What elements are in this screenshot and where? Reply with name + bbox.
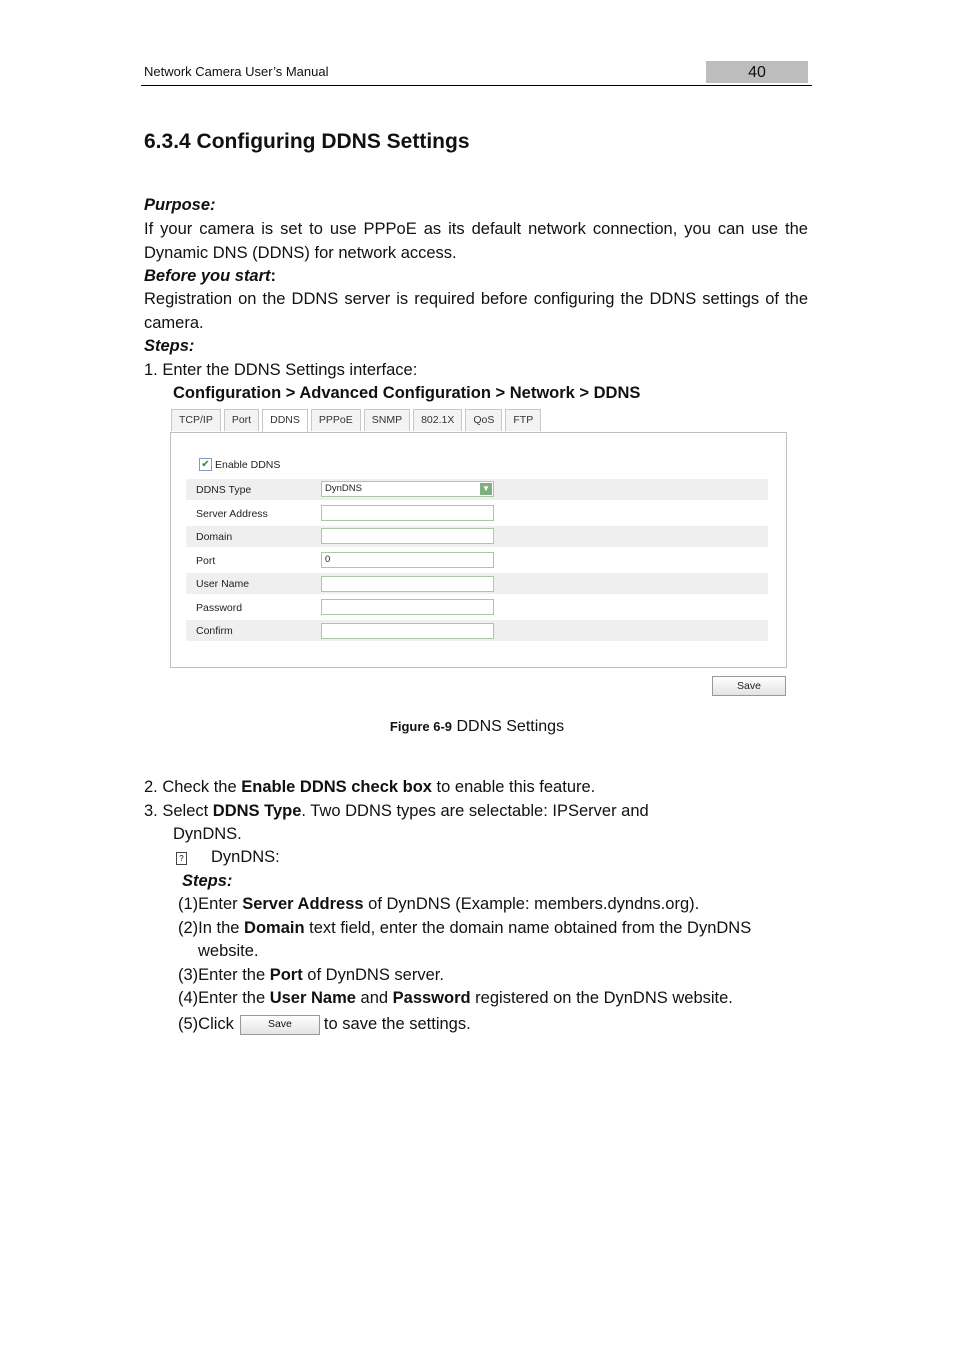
figure-number: Figure 6-9 [389, 719, 453, 734]
sub-step-5-pre: Click [198, 1015, 234, 1033]
server-address-input[interactable] [321, 505, 494, 521]
step-3 [144, 800, 808, 824]
section-title: 6.3.4 Configuring DDNS Settings [144, 130, 470, 153]
sub-step-1-post: of DynDNS (Example: members.dyndns.org). [363, 895, 700, 913]
ddns-type-select[interactable] [321, 481, 494, 497]
sub-step-4 [178, 987, 808, 1011]
tab-ddns[interactable]: DDNS [262, 409, 308, 433]
user-name-input[interactable] [321, 576, 494, 592]
sub-steps-label: Steps: [182, 872, 233, 890]
sub-step-2-pre: In the [198, 919, 245, 937]
tab-pppoe[interactable]: PPPoE [311, 409, 361, 431]
step-3-pre: 3. Select [144, 802, 213, 820]
step-1: 1. Enter the DDNS Settings interface: [144, 361, 418, 379]
sub-step-2-cont: website. [198, 942, 259, 960]
sub-step-3 [178, 964, 808, 988]
enable-ddns-checkbox[interactable]: ✔ [199, 458, 212, 471]
tab-bar [171, 409, 544, 432]
password-input[interactable] [321, 599, 494, 615]
figure-caption [0, 718, 954, 736]
domain-label: Domain [196, 531, 233, 543]
password-label: Password [196, 602, 243, 614]
sub-step-1 [178, 893, 808, 917]
sub-step-1-num: (1) [178, 895, 199, 913]
purpose-text: If your camera is set to use PPPoE as its default network connection, you can use the Dynamic DNS (DDNS) for network access. [144, 220, 808, 262]
bullet-icon: ? [176, 852, 187, 865]
step-2-post: to enable this feature. [431, 778, 596, 796]
page-number: 40 [706, 61, 808, 83]
confirm-input[interactable] [321, 623, 494, 639]
sub-step-2-num: (2) [178, 919, 199, 937]
save-button[interactable]: Save [712, 676, 786, 696]
sub-step-2-post: text field, enter the domain name obtained from the DynDNS [304, 919, 752, 937]
sub-step-4-bold2: Password [392, 989, 471, 1007]
tab-8021x[interactable]: 802.1X [413, 409, 462, 431]
sub-step-4-pre: Enter the [198, 989, 270, 1007]
step-2-bold: Enable DDNS check box [241, 778, 432, 796]
port-label: Port [196, 555, 216, 567]
chevron-down-icon: ▼ [480, 483, 492, 495]
sub-step-5 [178, 1013, 808, 1037]
tab-ftp[interactable]: FTP [505, 409, 541, 431]
tab-snmp[interactable]: SNMP [364, 409, 410, 431]
tab-qos[interactable]: QoS [465, 409, 502, 431]
figure-caption-text: DDNS Settings [452, 718, 565, 735]
sub-step-4-num: (4) [178, 989, 199, 1007]
step-2-pre: 2. Check the [144, 778, 242, 796]
user-name-label: User Name [196, 578, 250, 590]
purpose-label: Purpose: [144, 196, 216, 214]
ddns-type-value: DynDNS [325, 483, 362, 494]
sub-step-3-num: (3) [178, 966, 199, 984]
sub-step-2-bold: Domain [244, 919, 305, 937]
before-colon: : [270, 267, 277, 285]
sub-step-4-mid: and [355, 989, 393, 1007]
server-address-label: Server Address [196, 508, 268, 520]
enable-ddns-label: Enable DDNS [215, 459, 281, 471]
step-2 [144, 776, 808, 800]
header-divider [141, 85, 812, 86]
header-title: Network Camera User’s Manual [144, 64, 329, 79]
steps-label: Steps: [144, 337, 195, 355]
before-text: Registration on the DDNS server is required before configuring the DDNS settings of the camera. [144, 290, 808, 332]
sub-step-3-post: of DynDNS server. [302, 966, 444, 984]
step-3-post: . Two DDNS types are selectable: IPServer and [301, 802, 649, 820]
before-label: Before you start [144, 267, 271, 285]
ddns-type-label: DDNS Type [196, 484, 252, 496]
sub-step-2 [178, 917, 808, 941]
step-3-cont: DynDNS. [173, 825, 242, 843]
dyndns-label: DynDNS: [211, 848, 280, 866]
domain-input[interactable] [321, 528, 494, 544]
sub-step-4-post: registered on the DynDNS website. [470, 989, 733, 1007]
sub-step-3-bold: Port [269, 966, 303, 984]
port-input[interactable]: 0 [321, 552, 494, 568]
inline-save-button: Save [240, 1015, 320, 1035]
tab-port[interactable]: Port [224, 409, 259, 431]
tab-tcpip[interactable]: TCP/IP [171, 409, 221, 431]
step-3-bold: DDNS Type [212, 802, 302, 820]
sub-step-5-post: to save the settings. [323, 1015, 471, 1033]
before-start [144, 265, 808, 289]
confirm-label: Confirm [196, 625, 233, 637]
sub-step-1-pre: Enter [198, 895, 243, 913]
sub-step-1-bold: Server Address [242, 895, 364, 913]
sub-step-5-num: (5) [178, 1015, 199, 1033]
nav-path: Configuration > Advanced Configuration > Network > DDNS [173, 384, 641, 402]
sub-step-4-bold: User Name [269, 989, 356, 1007]
sub-step-3-pre: Enter the [198, 966, 270, 984]
